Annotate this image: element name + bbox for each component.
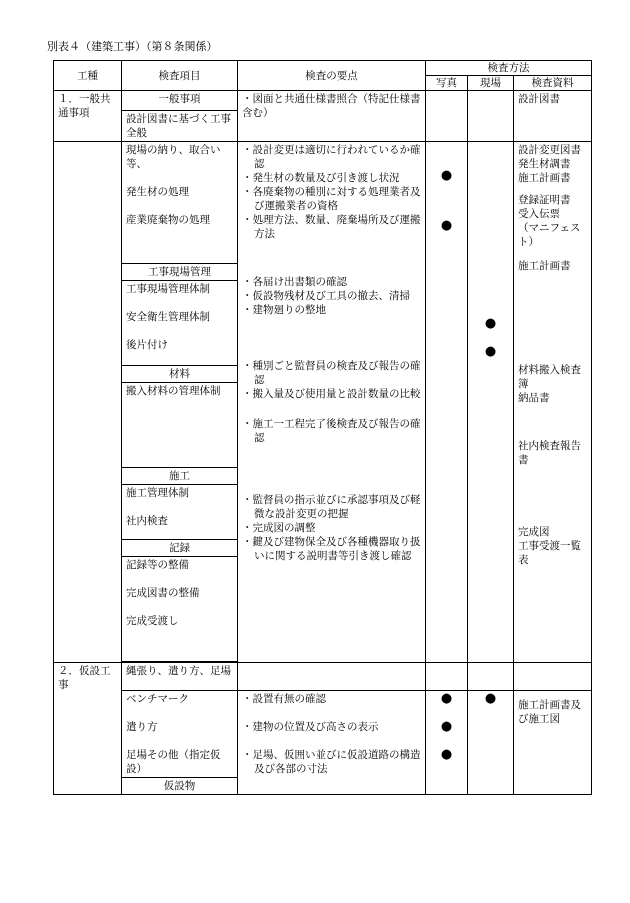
doc-design-change: 設計変更図書 — [518, 144, 581, 156]
item-benchmark: ベンチマーク — [126, 693, 189, 705]
item-cleanup: 後片付け — [126, 339, 168, 351]
item-batter-board: 遣り方 — [126, 721, 158, 733]
item-scaffold: 足場その他（指定仮設） — [126, 749, 221, 775]
doc-registration: 登録証明書 — [518, 194, 571, 206]
subheader-record: 記録 — [122, 540, 238, 557]
temp-kind: ２．仮設工事 — [54, 663, 122, 795]
header-site: 現場 — [468, 76, 514, 91]
temp-docs — [514, 691, 592, 795]
doc-delivery-slip: 納品書 — [518, 392, 550, 404]
common-item-general: 一般事項 — [122, 91, 238, 111]
header-photo: 写真 — [426, 76, 468, 91]
doc-manifest: （マニフェスト） — [518, 222, 581, 248]
main-site-marks — [468, 142, 514, 663]
point-contractor-license: ・各廃棄物の種別に対する処理業者及び運搬業者の資格 — [242, 186, 421, 212]
point-grading: ・建物廻りの整地 — [242, 304, 326, 316]
temp-site-marks — [468, 691, 514, 795]
common-point: ・図面と共通仕様書照合（特記仕様書含む） — [238, 91, 426, 142]
doc-receipt: 受入伝票 — [518, 208, 560, 220]
main-kind — [54, 142, 122, 663]
doc-construction-plan-2: 施工計画書 — [518, 260, 571, 272]
photo-mark-batter-board: ● — [440, 719, 453, 734]
main-items-b — [122, 281, 238, 366]
item-site-system: 工事現場管理体制 — [126, 283, 210, 295]
site-mark-grading: ● — [484, 344, 497, 359]
point-installation: ・設置有無の確認 — [242, 693, 326, 705]
subheader-temporary: 仮設物 — [122, 778, 238, 795]
document-caption: 別表４（建築工事）（第８条関係） — [47, 40, 218, 53]
item-completion-handover: 完成受渡し — [126, 615, 179, 627]
point-design-change: ・設計変更は適切に行われているか確認 — [242, 144, 421, 170]
photo-mark-waste: ● — [440, 168, 453, 183]
common-item-design: 設計図書に基づく工事全般 — [122, 111, 238, 142]
header-docs: 検査資料 — [514, 76, 592, 91]
point-process-inspection: ・施工一工程完了後検査及び報告の確認 — [242, 418, 421, 444]
main-photo-marks — [426, 142, 468, 663]
temp-photo-blank — [426, 663, 468, 691]
doc-handover-list: 工事受渡一覧表 — [518, 540, 581, 566]
photo-mark-scaffold: ● — [440, 747, 453, 762]
subheader-site-management: 工事現場管理 — [122, 264, 238, 281]
item-safety-system: 安全衛生管理体制 — [126, 311, 210, 323]
inspection-table — [53, 60, 592, 795]
item-industrial-waste: 産業廃棄物の処理 — [126, 214, 210, 226]
point-position-height: ・建物の位置及び高さの表示 — [242, 721, 379, 733]
temp-point-blank — [238, 663, 426, 691]
main-items-d — [122, 485, 238, 540]
main-docs — [514, 142, 592, 663]
temp-item-main: 縄張り、遣り方、足場 — [122, 663, 238, 691]
main-items-a — [122, 142, 238, 264]
point-cleanup: ・仮設物残材及び工具の撤去、清掃 — [242, 290, 410, 302]
point-inspection-report: ・種別ごと監督員の検査及び報告の確認 — [242, 360, 421, 386]
header-method: 検査方法 — [426, 61, 592, 76]
point-quantity-compare: ・搬入量及び使用量と設計数量の比較 — [242, 388, 421, 400]
item-site-fit: 現場の納り、取合い等、 — [126, 144, 221, 170]
photo-mark-benchmark: ● — [440, 691, 453, 706]
temp-photo-marks — [426, 691, 468, 795]
temp-items — [122, 691, 238, 778]
point-supervisor-instructions: ・監督員の指示並びに承認事項及び軽微な設計変更の把握 — [242, 494, 421, 520]
common-kind: １．一般共通事項 — [54, 91, 122, 142]
item-records: 記録等の整備 — [126, 559, 189, 571]
site-mark-benchmark: ● — [484, 691, 497, 706]
item-waste-material: 発生材の処理 — [126, 186, 189, 198]
main-points — [238, 142, 426, 663]
main-items-e — [122, 557, 238, 662]
common-doc: 設計図書 — [514, 91, 592, 142]
photo-mark-disposal: ● — [440, 218, 453, 233]
doc-completion-drawing: 完成図 — [518, 526, 550, 538]
subheader-construction: 施工 — [122, 468, 238, 485]
header-kind: 工種 — [54, 61, 122, 91]
item-construction-system: 施工管理体制 — [126, 487, 189, 499]
point-key-handover: ・鍵及び建物保全及び各種機器取り扱いに関する説明書等引き渡し確認 — [242, 536, 421, 562]
common-photo — [426, 91, 468, 142]
temp-points — [238, 691, 426, 795]
doc-internal-inspection: 社内検査報告書 — [518, 440, 581, 466]
temp-doc-blank — [514, 663, 592, 691]
header-item: 検査項目 — [122, 61, 238, 91]
temp-site-blank — [468, 663, 514, 691]
item-completion-docs: 完成図書の整備 — [126, 587, 200, 599]
subheader-material: 材料 — [122, 366, 238, 383]
item-material-management: 搬入材料の管理体制 — [122, 383, 238, 468]
point-notifications: ・各届け出書類の確認 — [242, 276, 347, 288]
point-waste-quantity: ・発生材の数量及び引き渡し状況 — [242, 172, 400, 184]
doc-plan-and-drawings: 施工計画書及び施工図 — [518, 699, 581, 725]
header-points: 検査の要点 — [238, 61, 426, 91]
item-internal-inspection: 社内検査 — [126, 515, 168, 527]
doc-waste-record: 発生材調書 — [518, 158, 571, 170]
point-completion-drawings: ・完成図の調整 — [242, 522, 316, 534]
point-scaffold-structure: ・足場、仮囲い並びに仮設道路の構造及び各部の寸法 — [242, 749, 421, 775]
site-mark-cleanup: ● — [484, 316, 497, 331]
doc-material-inspection: 材料搬入検査簿 — [518, 364, 581, 390]
point-disposal-method: ・処理方法、数量、廃棄場所及び運搬方法 — [242, 214, 421, 240]
common-site — [468, 91, 514, 142]
doc-construction-plan: 施工計画書 — [518, 172, 571, 184]
